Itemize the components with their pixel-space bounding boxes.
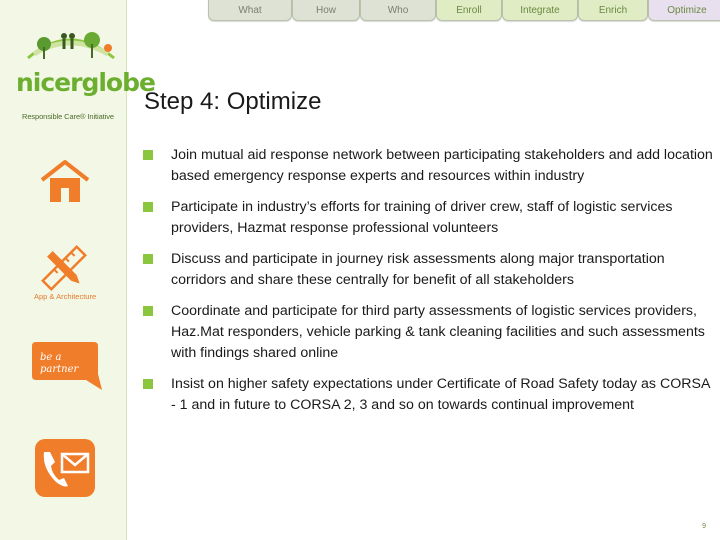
tab-how[interactable]: How: [292, 0, 360, 21]
bullet-square-icon: [143, 306, 153, 316]
tab-integrate[interactable]: Integrate: [502, 0, 578, 21]
tab-what[interactable]: What: [208, 0, 292, 21]
pencil-ruler-icon[interactable]: [40, 244, 88, 292]
speech-bubble-icon[interactable]: [28, 340, 104, 394]
phone-mail-icon[interactable]: [34, 438, 96, 498]
bullet-square-icon: [143, 150, 153, 160]
home-icon[interactable]: [38, 158, 92, 204]
list-item: [143, 301, 713, 364]
partner-text-2: partner: [40, 364, 79, 375]
bullet-list: [143, 145, 713, 426]
bullet-text: Participate in industry’s efforts for training of driver crew, staff of logistic services providers, Hazmat response professional volunteers: [171, 199, 673, 236]
bullet-square-icon: [143, 379, 153, 389]
tab-enroll[interactable]: Enroll: [436, 0, 502, 21]
list-item: [143, 374, 713, 416]
tab-optimize[interactable]: Optimize: [648, 0, 720, 21]
logo-wordmark: nicerglobe: [16, 68, 155, 97]
page-title: Step 4: Optimize: [144, 88, 322, 115]
top-nav: [208, 0, 720, 24]
list-item: [143, 249, 713, 291]
page-number: 9: [702, 523, 706, 530]
bullet-square-icon: [143, 254, 153, 264]
bullet-text: Insist on higher safety expectations under Certificate of Road Safety today as CORSA - 1 and in future to CORSA 2, 3 and so on towards continual improvement: [171, 376, 710, 413]
app-architecture-label: App & Architecture: [34, 292, 97, 301]
list-item: [143, 145, 713, 187]
list-item: [143, 197, 713, 239]
tab-who[interactable]: Who: [360, 0, 436, 21]
logo-tagline: Responsible Care® Initiative: [22, 112, 114, 121]
bullet-text: Coordinate and participate for third party assessments of logistic services providers, Haz.Mat responders, vehicle parking & tank cleaning facilities and such assessments with findings shared online: [171, 303, 705, 361]
partner-text: be a: [40, 352, 62, 363]
bullet-text: Join mutual aid response network between participating stakeholders and add location based emergency response experts and resources within industry: [171, 147, 713, 184]
bullet-text: Discuss and participate in journey risk assessments along major transportation corridors and share these centrally for benefit of all stakeholders: [171, 251, 665, 288]
tab-enrich[interactable]: Enrich: [578, 0, 648, 21]
bullet-square-icon: [143, 202, 153, 212]
